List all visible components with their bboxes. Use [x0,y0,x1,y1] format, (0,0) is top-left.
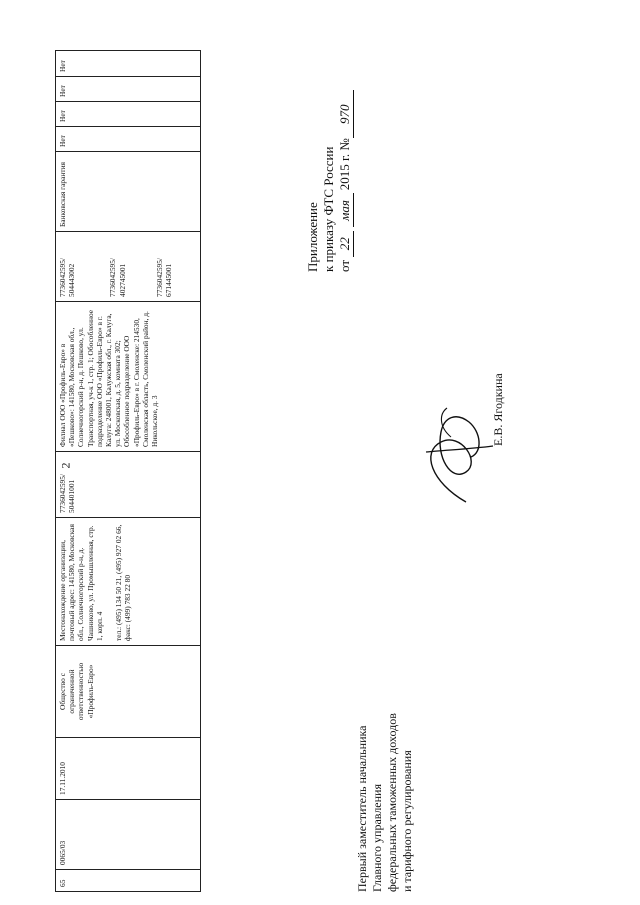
annex-date-line: от 22 мая 2015 г. №970 [337,12,354,272]
page-number: 2 [58,462,73,469]
annex-line1: Приложение [305,202,320,272]
cell-address: Местонахождение организации, почтовый адрес: 141580, Московская обл., Солнечногорский р-н, д. Чашниково, ул. Промышленная, стр. 1, корп. 4 тел.: (495) 134 50 21, (495) 927 02 66, факс: (499) 783 22 80 [56,517,200,645]
cell-inn-kpp: 7736042595/ 504401001 [56,451,200,517]
signature-block: Первый заместитель начальника Главного управления федеральных таможенных доходов и тарифного регулирования [355,713,414,892]
cell-row-number: 65 [56,869,200,891]
cell-org-name: Общество с ограниченной ответственностью «Профиль-Евро» [56,645,200,737]
cell-guarantee: Банковская гарантия [56,151,200,231]
signer-name: Е.В. Ягодкина [491,373,505,446]
cell-branches: Филиал ООО «Профиль-Евро» в «Пешково»: 141580, Московская обл., Солнечногорский р-н, д. Пешково, ул. Транспортная, уч-к 1, стр. 1; Обособленное подразделение ООО «Профиль-Евро» в г. Калуга: 248001, Калужская обл., г. Калуга, ул. Московская, д. 5, комната 302; Обособленное подразделение ООО «Профиль-Евро» в г. Смоленске: 214530, Смоленская область, Смоленский район, д. Никольское, д. 3 [56,301,200,451]
registry-table [55,50,201,892]
cell-col-b: Нет [56,101,200,126]
cell-col-c: Нет [56,76,200,101]
rotated-page-content [55,52,535,892]
annex-line2: к приказу ФТС России [321,146,336,272]
cell-date: 17.11.2010 [56,737,200,799]
cell-branch-inn: 7736042595/ 504443002 7736042595/ 402745001 7736042595/ 671445001 [56,231,200,301]
cell-col-a: Нет [56,126,200,151]
cell-reg-number: 0065/03 [56,799,200,869]
annex-header [305,12,354,272]
cell-col-d: Нет [58,60,67,72]
